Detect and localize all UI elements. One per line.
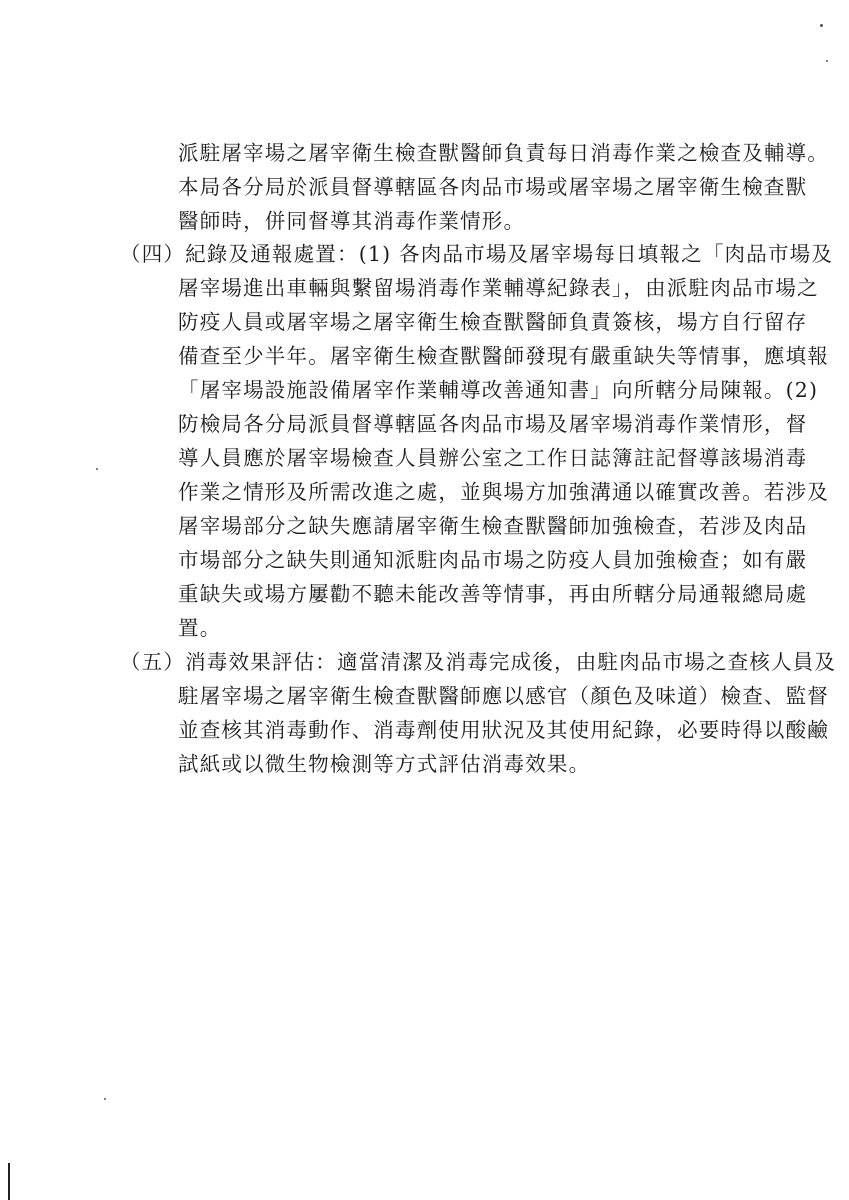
section-4-line: 置。 [178,616,222,640]
section-4-line: 導人員應於屠宰場檢查人員辦公室之工作日誌簿註記督導該場消毒 [178,446,808,470]
paragraph-line: 醫師時，併同督導其消毒作業情形。 [178,209,526,233]
paragraph-line: 本局各分局於派員督導轄區各肉品市場或屠宰場之屠宰衛生檢查獸 [178,175,808,199]
section-5-line: 駐屠宰場之屠宰衛生檢查獸醫師應以感官（顏色及味道）檢查、監督 [178,684,829,708]
section-4-line: 重缺失或場方屢勸不聽未能改善等情事，再由所轄分局通報總局處 [178,582,808,606]
scan-speck [826,60,828,62]
scan-edge-mark [8,1163,10,1200]
scan-speck [96,468,98,470]
scan-speck [820,24,823,27]
section-5-heading-line: （五）消毒效果評估：適當清潔及消毒完成後，由駐肉品市場之查核人員及 [120,650,837,674]
section-5-line: 並查核其消毒動作、消毒劑使用狀況及其使用紀錄，必要時得以酸鹼 [178,718,829,742]
section-4-line: 屠宰場部分之缺失應請屠宰衛生檢查獸醫師加強檢查，若涉及肉品 [178,514,808,538]
section-5-line: 試紙或以微生物檢測等方式評估消毒效果。 [178,752,591,776]
section-4-line: 防疫人員或屠宰場之屠宰衛生檢查獸醫師負責簽核，場方自行留存 [178,310,808,334]
section-4-line: 「屠宰場設施設備屠宰作業輔導改善通知書」向所轄分局陳報。(2) [178,378,819,402]
section-4-line: 防檢局各分局派員督導轄區各肉品市場及屠宰場消毒作業情形，督 [178,412,808,436]
scan-speck [104,1098,106,1100]
paragraph-line: 派駐屠宰場之屠宰衛生檢查獸醫師負責每日消毒作業之檢查及輔導。 [178,141,829,165]
section-4-line: 備查至少半年。屠宰衛生檢查獸醫師發現有嚴重缺失等情事，應填報 [178,344,829,368]
section-4-line: 作業之情形及所需改進之處，並與場方加強溝通以確實改善。若涉及 [178,480,829,504]
section-4-line: 市場部分之缺失則通知派駐肉品市場之防疫人員加強檢查；如有嚴 [178,548,808,572]
section-4-line: 屠宰場進出車輛與繫留場消毒作業輔導紀錄表」，由派駐肉品市場之 [178,276,819,300]
section-4-heading-line: （四）紀錄及通報處置：(1) 各肉品市場及屠宰場每日填報之「肉品市場及 [120,242,834,266]
